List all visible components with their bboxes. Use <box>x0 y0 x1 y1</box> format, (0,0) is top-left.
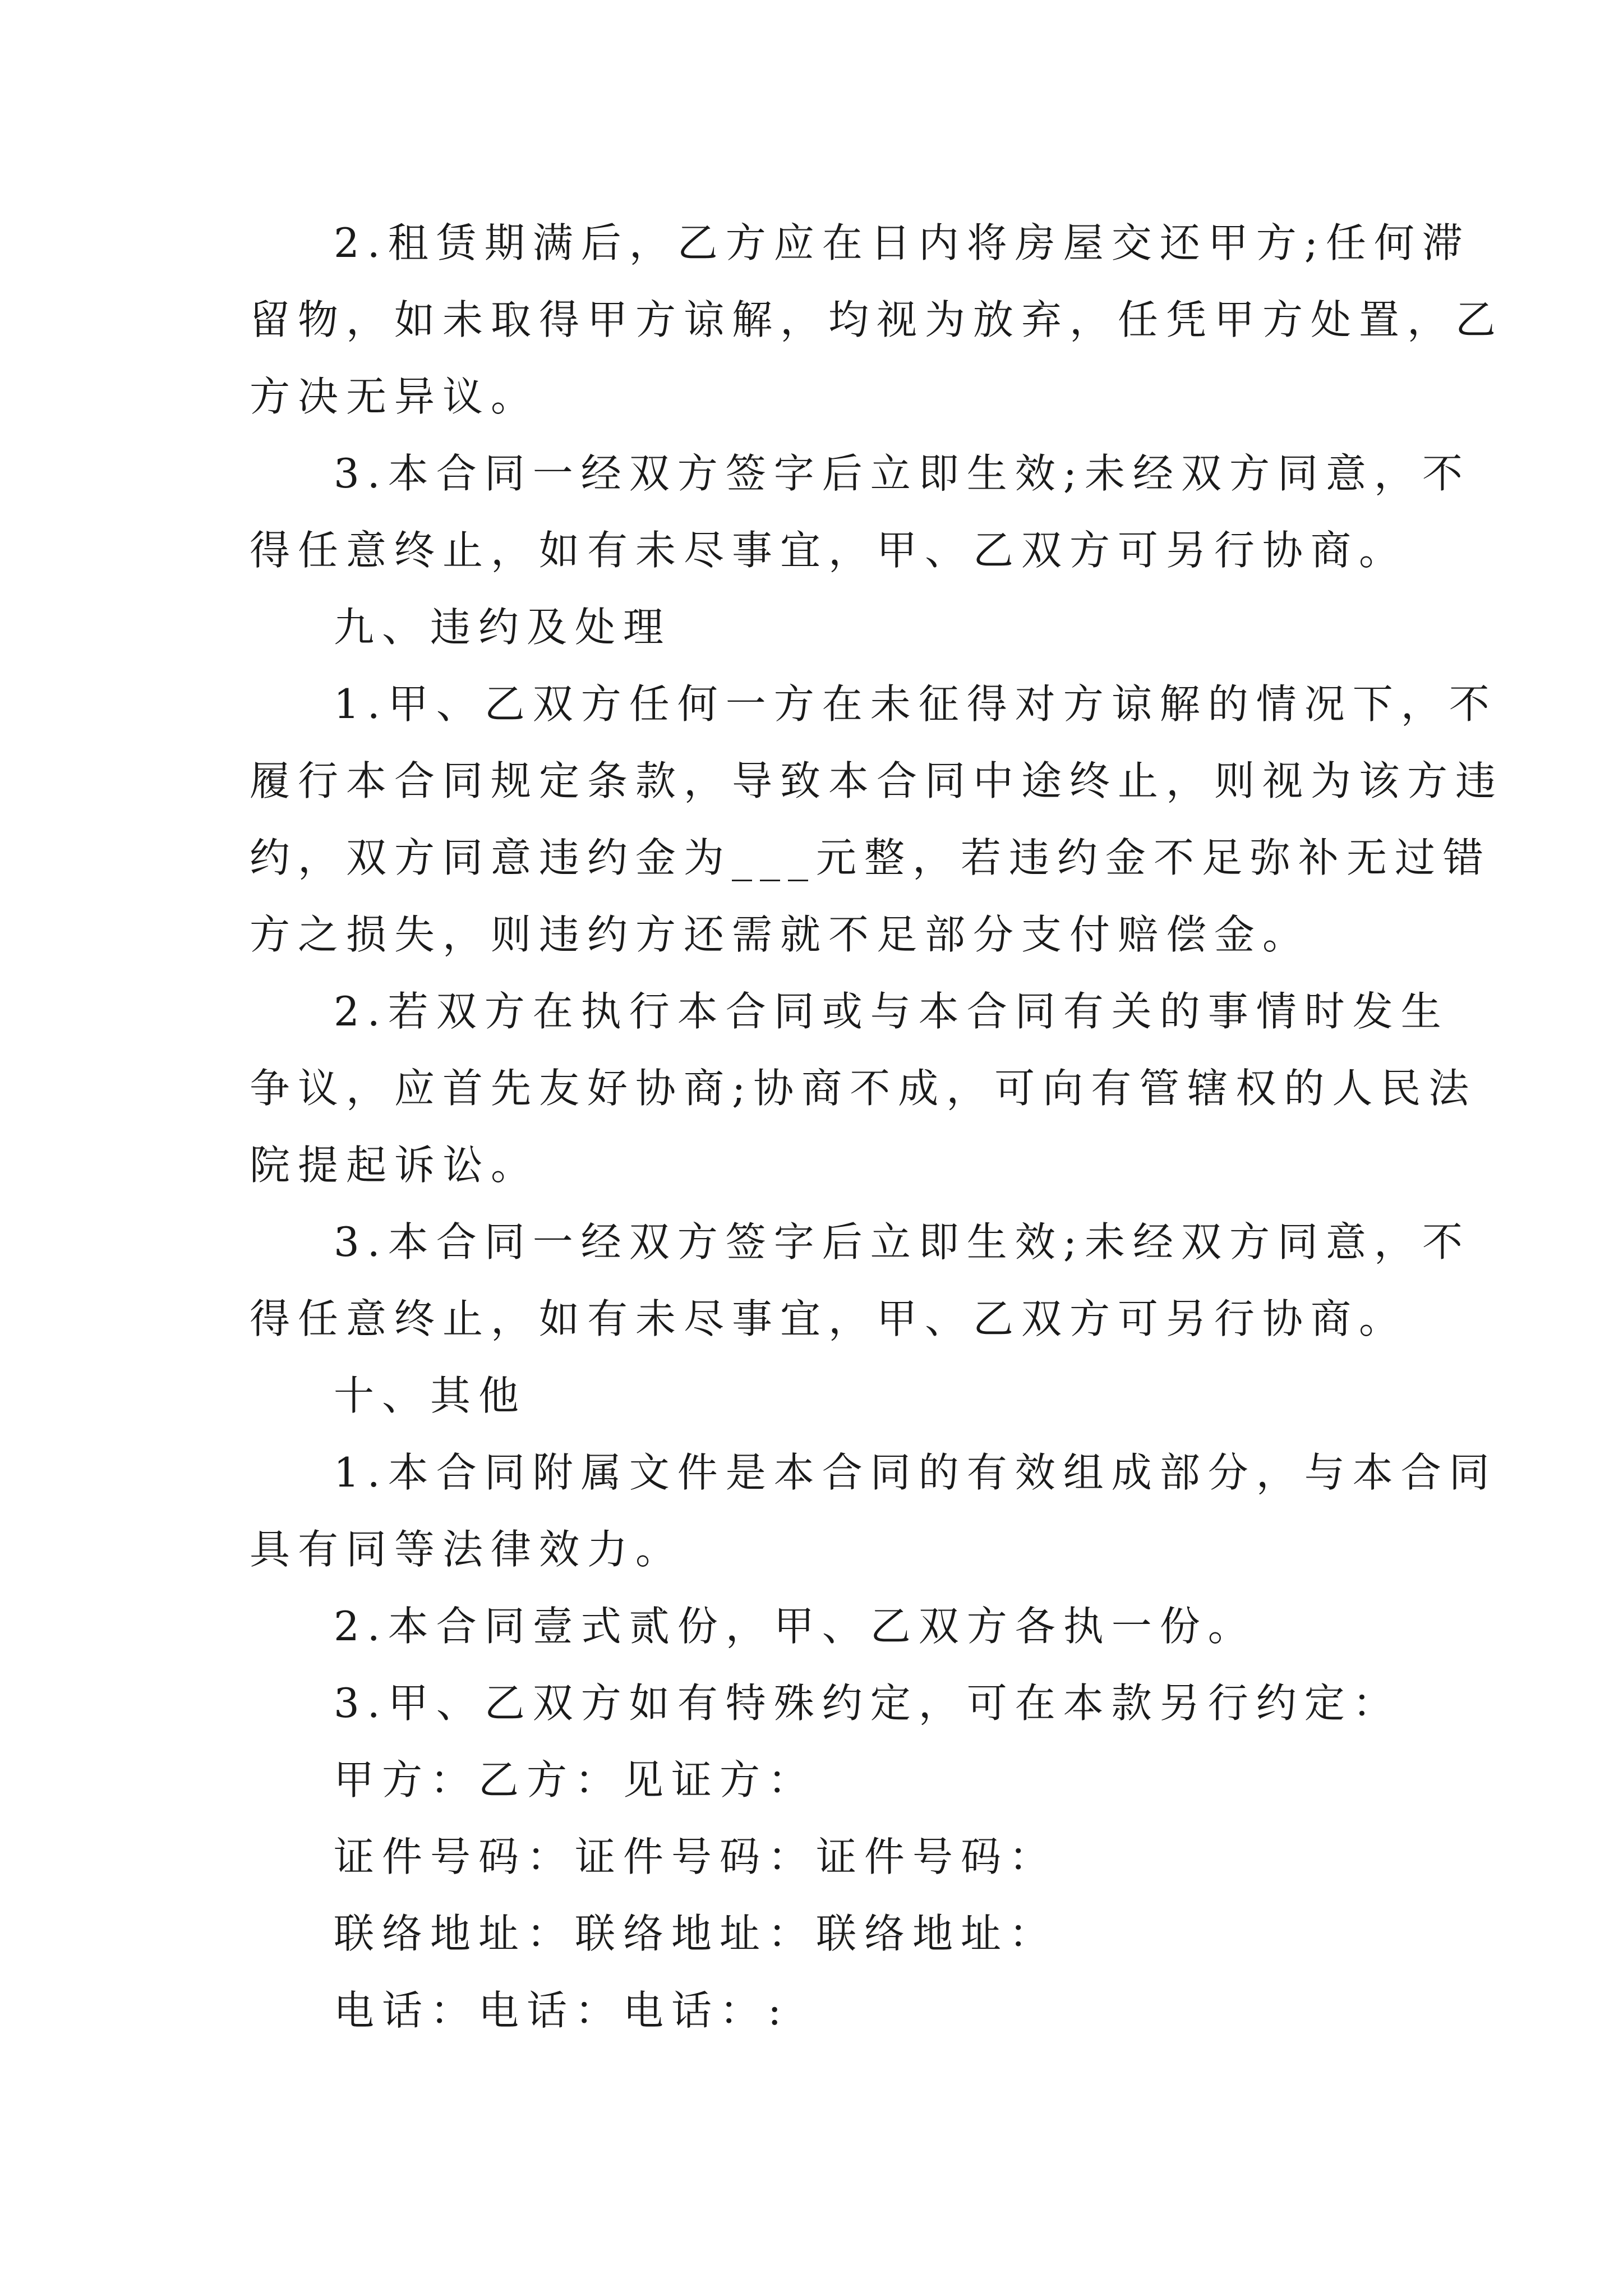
paragraph-line: 方决无异议。 <box>250 373 540 420</box>
paragraph-line: 院提起诉讼。 <box>250 1142 540 1189</box>
paragraph-line: 得任意终止，如有未尽事宜，甲、乙双方可另行协商。 <box>250 1295 1408 1342</box>
paragraph-line: 2.租赁期满后，乙方应在日内将房屋交还甲方;任何滞 <box>334 219 1470 266</box>
paragraph-line: 2.本合同壹式贰份，甲、乙双方各执一份。 <box>334 1603 1256 1650</box>
document-body <box>250 205 1504 2049</box>
paragraph-line: 3.本合同一经双方签字后立即生效;未经双方同意，不 <box>334 1218 1470 1266</box>
paragraph-line: 3.甲、乙双方如有特殊约定，可在本款另行约定： <box>334 1680 1401 1727</box>
signature-id-line: 证件号码：证件号码：证件号码： <box>334 1833 1058 1880</box>
paragraph-line: 1.甲、乙双方任何一方在未征得对方谅解的情况下，不 <box>334 680 1497 728</box>
section-heading: 十、其他 <box>334 1372 527 1419</box>
paragraph-line: 具有同等法律效力。 <box>250 1526 684 1573</box>
paragraph-line: 1.本合同附属文件是本合同的有效组成部分，与本合同 <box>334 1449 1497 1496</box>
signature-address-line: 联络地址：联络地址：联络地址： <box>334 1910 1058 1957</box>
paragraph-line: 履行本合同规定条款，导致本合同中途终止，则视为该方违 <box>250 757 1504 804</box>
paragraph-line: 留物，如未取得甲方谅解，均视为放弃，任凭甲方处置，乙 <box>250 296 1504 343</box>
paragraph-line: 争议，应首先友好协商;协商不成，可向有管辖权的人民法 <box>250 1065 1477 1112</box>
paragraph-line: 约，双方同意违约金为___元整，若违约金不足弥补无过错 <box>250 834 1492 881</box>
paragraph-line: 得任意终止，如有未尽事宜，甲、乙双方可另行协商。 <box>250 527 1408 574</box>
signature-phone-line: 电话：电话：电话：: <box>334 1987 790 2034</box>
paragraph-line: 3.本合同一经双方签字后立即生效;未经双方同意，不 <box>334 450 1470 497</box>
paragraph-line: 2.若双方在执行本合同或与本合同有关的事情时发生 <box>334 988 1449 1035</box>
signature-party-line: 甲方：乙方：见证方： <box>334 1756 817 1803</box>
section-heading: 九、违约及处理 <box>334 604 672 651</box>
paragraph-line: 方之损失，则违约方还需就不足部分支付赔偿金。 <box>250 911 1311 958</box>
